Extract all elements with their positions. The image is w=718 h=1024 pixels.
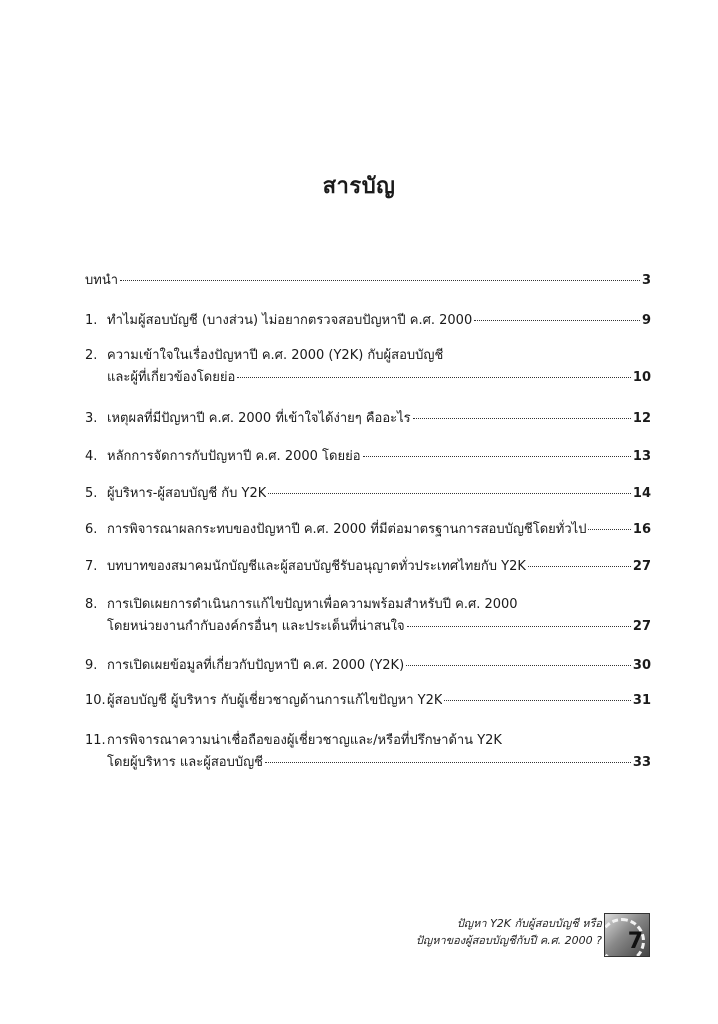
- toc-entry-title: ความเข้าใจในเรื่องปัญหาปี ค.ศ. 2000 (Y2K) กับผู้สอบบัญชี: [107, 348, 444, 363]
- toc-entry-line: [85, 270, 651, 292]
- toc-entry: [85, 408, 651, 430]
- toc-entry-page: 3: [641, 273, 651, 288]
- dot-leader: [268, 493, 631, 494]
- toc-entry: [85, 556, 651, 578]
- footer-line-2: ปัญหาของผู้สอบบัญชีกับปี ค.ศ. 2000 ?: [415, 934, 602, 947]
- toc-entry-title: เหตุผลที่มีปัญหาปี ค.ศ. 2000 ที่เข้าใจได้ง่ายๆ คืออะไร: [107, 411, 411, 426]
- dot-leader: [444, 700, 631, 701]
- toc-entry-page: 14: [632, 486, 651, 501]
- page-title: สารบัญ: [322, 174, 396, 199]
- toc-entry-line: [85, 556, 651, 578]
- toc-entry-number: 7.: [85, 559, 98, 574]
- toc-entry-line: [85, 483, 651, 505]
- toc-entry-page: 16: [632, 522, 651, 537]
- toc-entry: [85, 655, 651, 677]
- toc-entry-title: การเปิดเผยการดำเนินการแก้ไขปัญหาเพื่อความพร้อมสำหรับปี ค.ศ. 2000: [107, 597, 518, 612]
- toc-entry-page: 27: [632, 559, 651, 574]
- toc-entry-number: 6.: [85, 522, 98, 537]
- toc-entry-title: การเปิดเผยข้อมูลที่เกี่ยวกับปัญหาปี ค.ศ. 2000 (Y2K): [107, 658, 405, 673]
- toc-entry-page: 12: [632, 411, 651, 426]
- dot-leader: [407, 626, 631, 627]
- dot-leader: [588, 529, 630, 530]
- toc-entry-line: [85, 519, 651, 541]
- toc-entry-line: [85, 310, 651, 332]
- toc-entry: [85, 730, 651, 774]
- dot-leader: [120, 280, 640, 281]
- toc-entry: [85, 345, 651, 389]
- dot-leader: [237, 377, 631, 378]
- toc-entry-title: โดยหน่วยงานกำกับองค์กรอื่นๆ และประเด็นที่น่าสนใจ: [107, 619, 405, 634]
- toc-entry-line: [85, 345, 651, 367]
- toc-entry-number: 9.: [85, 658, 98, 673]
- toc-entry: [85, 446, 651, 468]
- toc-entry-title: โดยผู้บริหาร และผู้สอบบัญชี: [107, 755, 263, 770]
- toc-entry-title: การพิจารณาความน่าเชื่อถือของผู้เชี่ยวชาญและ/หรือที่ปรึกษาด้าน Y2K: [107, 733, 502, 748]
- toc-entry-title: ทำไมผู้สอบบัญชี (บางส่วน) ไม่อยากตรวจสอบปัญหาปี ค.ศ. 2000: [107, 313, 473, 328]
- toc-entry-title: ผู้สอบบัญชี ผู้บริหาร กับผู้เชี่ยวชาญด้านการแก้ไขปัญหา Y2K: [107, 693, 443, 708]
- toc-entry-number: 11.: [85, 733, 106, 748]
- toc-entry-line: [85, 594, 651, 616]
- toc-entry-title: และผู้ที่เกี่ยวข้องโดยย่อ: [107, 370, 236, 385]
- dot-leader: [406, 665, 631, 666]
- toc-entry-line: [85, 367, 651, 389]
- toc-entry: [85, 519, 651, 541]
- toc-entry: [85, 483, 651, 505]
- toc-entry: [85, 270, 651, 292]
- toc-entry-line: [85, 752, 651, 774]
- dot-leader: [265, 762, 631, 763]
- toc-entry-line: [85, 616, 651, 638]
- toc-entry-title: หลักการจัดการกับปัญหาปี ค.ศ. 2000 โดยย่อ: [107, 449, 361, 464]
- toc-entry-page: 10: [632, 370, 651, 385]
- toc-entry-number: 10.: [85, 693, 106, 708]
- toc-entry-number: 3.: [85, 411, 98, 426]
- toc-entry-title: ผู้บริหาร-ผู้สอบบัญชี กับ Y2K: [107, 486, 267, 501]
- dot-leader: [413, 418, 631, 419]
- page-number: 7: [627, 929, 643, 954]
- toc-entry-title: บทบาทของสมาคมนักบัญชีและผู้สอบบัญชีรับอนุญาตทั่วประเทศไทยกับ Y2K: [107, 559, 526, 574]
- toc-entry: [85, 690, 651, 712]
- toc-entry-page: 13: [632, 449, 651, 464]
- dot-leader: [528, 566, 631, 567]
- toc-entry-number: 8.: [85, 597, 98, 612]
- toc-entry-line: [85, 408, 651, 430]
- toc-entry-number: 1.: [85, 313, 98, 328]
- running-footer: [380, 915, 602, 949]
- toc-entry-line: [85, 730, 651, 752]
- toc-entry-number: 5.: [85, 486, 98, 501]
- toc-entry-page: 33: [632, 755, 651, 770]
- dot-leader: [363, 456, 631, 457]
- toc-entry-page: 9: [641, 313, 651, 328]
- toc-entry: [85, 310, 651, 332]
- toc-entry-line: [85, 655, 651, 677]
- toc-entry-number: 2.: [85, 348, 98, 363]
- toc-entry-line: [85, 690, 651, 712]
- toc-entry-title: บทนำ: [85, 273, 119, 288]
- toc-entry-page: 27: [632, 619, 651, 634]
- dot-leader: [474, 320, 640, 321]
- toc-entry-page: 30: [632, 658, 651, 673]
- page-number-badge: [604, 913, 650, 957]
- toc-entry-page: 31: [632, 693, 651, 708]
- toc-entry-number: 4.: [85, 449, 98, 464]
- footer-line-1: ปัญหา Y2K กับผู้สอบบัญชี หรือ: [456, 917, 602, 930]
- toc-entry: [85, 594, 651, 638]
- toc-entry-line: [85, 446, 651, 468]
- toc-entry-title: การพิจารณาผลกระทบของปัญหาปี ค.ศ. 2000 ที่มีต่อมาตรฐานการสอบบัญชีโดยทั่วไป: [107, 522, 587, 537]
